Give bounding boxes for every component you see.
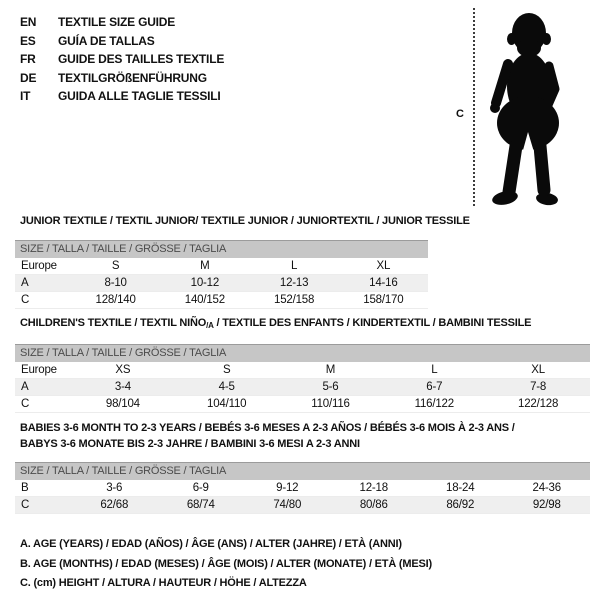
table-cell: 98/104	[105, 398, 140, 410]
table-cell: 14-16	[369, 277, 398, 289]
table-cell: 128/140	[95, 294, 136, 306]
section-title-junior: JUNIOR TEXTILE / TEXTIL JUNIOR/ TEXTILE JUNIOR / JUNIORTEXTIL / JUNIOR TESSILE	[20, 215, 470, 227]
table-cell: XL	[531, 364, 545, 376]
legend-notes	[20, 535, 432, 594]
language-row-de	[20, 69, 224, 88]
table-cell: 68/74	[186, 499, 215, 511]
table-cell: 152/158	[274, 294, 315, 306]
title-text: CHILDREN'S TEXTILE / TEXTIL NIÑO	[20, 317, 207, 329]
table-cell: S	[222, 364, 231, 376]
table-cell: 74/80	[273, 499, 302, 511]
table-cell: 5-6	[322, 381, 339, 393]
language-code: IT	[20, 89, 31, 104]
babies-size-table	[15, 462, 590, 514]
language-code: DE	[20, 70, 37, 85]
table-cell: 104/110	[207, 398, 247, 410]
row-label-cell: A	[21, 381, 29, 393]
language-title: GUIDE DES TAILLES TEXTILE	[58, 52, 225, 67]
row-label-cell: Europe	[21, 260, 57, 272]
language-code: ES	[20, 33, 36, 48]
table-cell: XL	[376, 260, 391, 272]
row-label-cell: C	[21, 294, 30, 306]
table-cell: L	[291, 260, 298, 272]
note-b: B. AGE (MONTHS) / EDAD (MESES) / ÂGE (MOIS) / ALTER (MONATE) / ETÀ (MESI)	[20, 557, 432, 570]
language-title: GUIDA ALLE TAGLIE TESSILI	[58, 89, 221, 104]
table-cell: 80/86	[359, 499, 388, 511]
table-row	[15, 379, 590, 396]
table-cell: 110/116	[311, 398, 350, 410]
table-row	[15, 258, 428, 275]
language-list	[20, 13, 224, 106]
table-cell: 92/98	[532, 499, 561, 511]
measure-c-label: C	[456, 108, 464, 120]
language-code: FR	[20, 52, 36, 67]
language-row-fr	[20, 50, 224, 69]
size-header-bar: SIZE / TALLA / TAILLE / GRÖSSE / TAGLIA	[15, 462, 590, 480]
table-row	[15, 362, 590, 379]
table-cell: 4-5	[218, 381, 235, 393]
size-header-bar: SIZE / TALLA / TAILLE / GRÖSSE / TAGLIA	[15, 344, 590, 362]
table-cell: XS	[115, 364, 131, 376]
note-a: A. AGE (YEARS) / EDAD (AÑOS) / ÂGE (ANS) / ALTER (JAHRE) / ETÀ (ANNI)	[20, 538, 402, 550]
table-cell: 3-6	[106, 482, 123, 494]
row-label-cell: B	[21, 482, 29, 494]
table-cell: 10-12	[190, 277, 220, 289]
row-label-cell: A	[21, 277, 29, 289]
table-cell: 6-7	[426, 381, 443, 393]
language-title: TEXTILGRÖßENFÜHRUNG	[58, 70, 207, 85]
row-label-cell: C	[21, 398, 30, 410]
table-cell: L	[431, 364, 438, 376]
table-cell: 116/122	[414, 398, 454, 410]
table-cell: 6-9	[192, 482, 209, 494]
language-code: EN	[20, 15, 37, 29]
table-cell: 62/68	[100, 499, 129, 511]
table-cell: 158/170	[363, 294, 404, 306]
table-cell: S	[111, 260, 120, 272]
language-row-en	[20, 13, 224, 32]
table-cell: 24-36	[532, 482, 561, 494]
junior-size-table	[15, 240, 428, 309]
table-cell: 7-8	[530, 381, 547, 393]
table-cell: 18-24	[446, 482, 475, 494]
language-row-it	[20, 87, 224, 106]
children-size-table	[15, 344, 590, 413]
title-text: / TEXTILE DES ENFANTS / KINDERTEXTIL / BAMBINI TESSILE	[213, 317, 532, 329]
row-label-cell: Europe	[21, 364, 57, 376]
title-subscript: /A	[206, 321, 214, 330]
language-title: TEXTILE SIZE GUIDE	[58, 15, 176, 29]
table-row	[15, 292, 428, 309]
table-cell: 12-18	[359, 482, 388, 494]
title-line-2: BABYS 3-6 MONATE BIS 2-3 JAHRE / BAMBINI 3-6 MESI A 2-3 ANNI	[20, 437, 360, 450]
size-header-bar: SIZE / TALLA / TAILLE / GRÖSSE / TAGLIA	[15, 240, 428, 258]
table-cell: M	[325, 364, 336, 376]
table-cell: 12-13	[279, 277, 309, 289]
height-measure-dotted-line	[473, 8, 475, 206]
section-title-babies	[20, 421, 515, 452]
table-cell: M	[200, 260, 210, 272]
table-cell: 122/128	[518, 398, 559, 410]
row-label-cell: C	[21, 499, 30, 511]
toddler-silhouette	[483, 6, 575, 208]
table-cell: 140/152	[184, 294, 225, 306]
table-row	[15, 275, 428, 292]
table-row	[15, 497, 590, 514]
section-title-children	[20, 317, 531, 330]
table-row	[15, 396, 590, 413]
table-cell: 3-4	[114, 381, 131, 393]
table-cell: 9-12	[276, 482, 299, 494]
note-c: C. (cm) HEIGHT / ALTURA / HAUTEUR / HÖHE / ALTEZZA	[20, 577, 307, 589]
language-row-es	[20, 32, 224, 51]
language-title: GUÍA DE TALLAS	[58, 33, 155, 48]
table-cell: 8-10	[104, 277, 127, 289]
table-cell: 86/92	[446, 499, 475, 511]
title-line-1: BABIES 3-6 MONTH TO 2-3 YEARS / BEBÉS 3-6 MESES A 2-3 AÑOS / BÉBÉS 3-6 MOIS À 2-3 ANS /	[20, 422, 515, 434]
table-row	[15, 480, 590, 497]
